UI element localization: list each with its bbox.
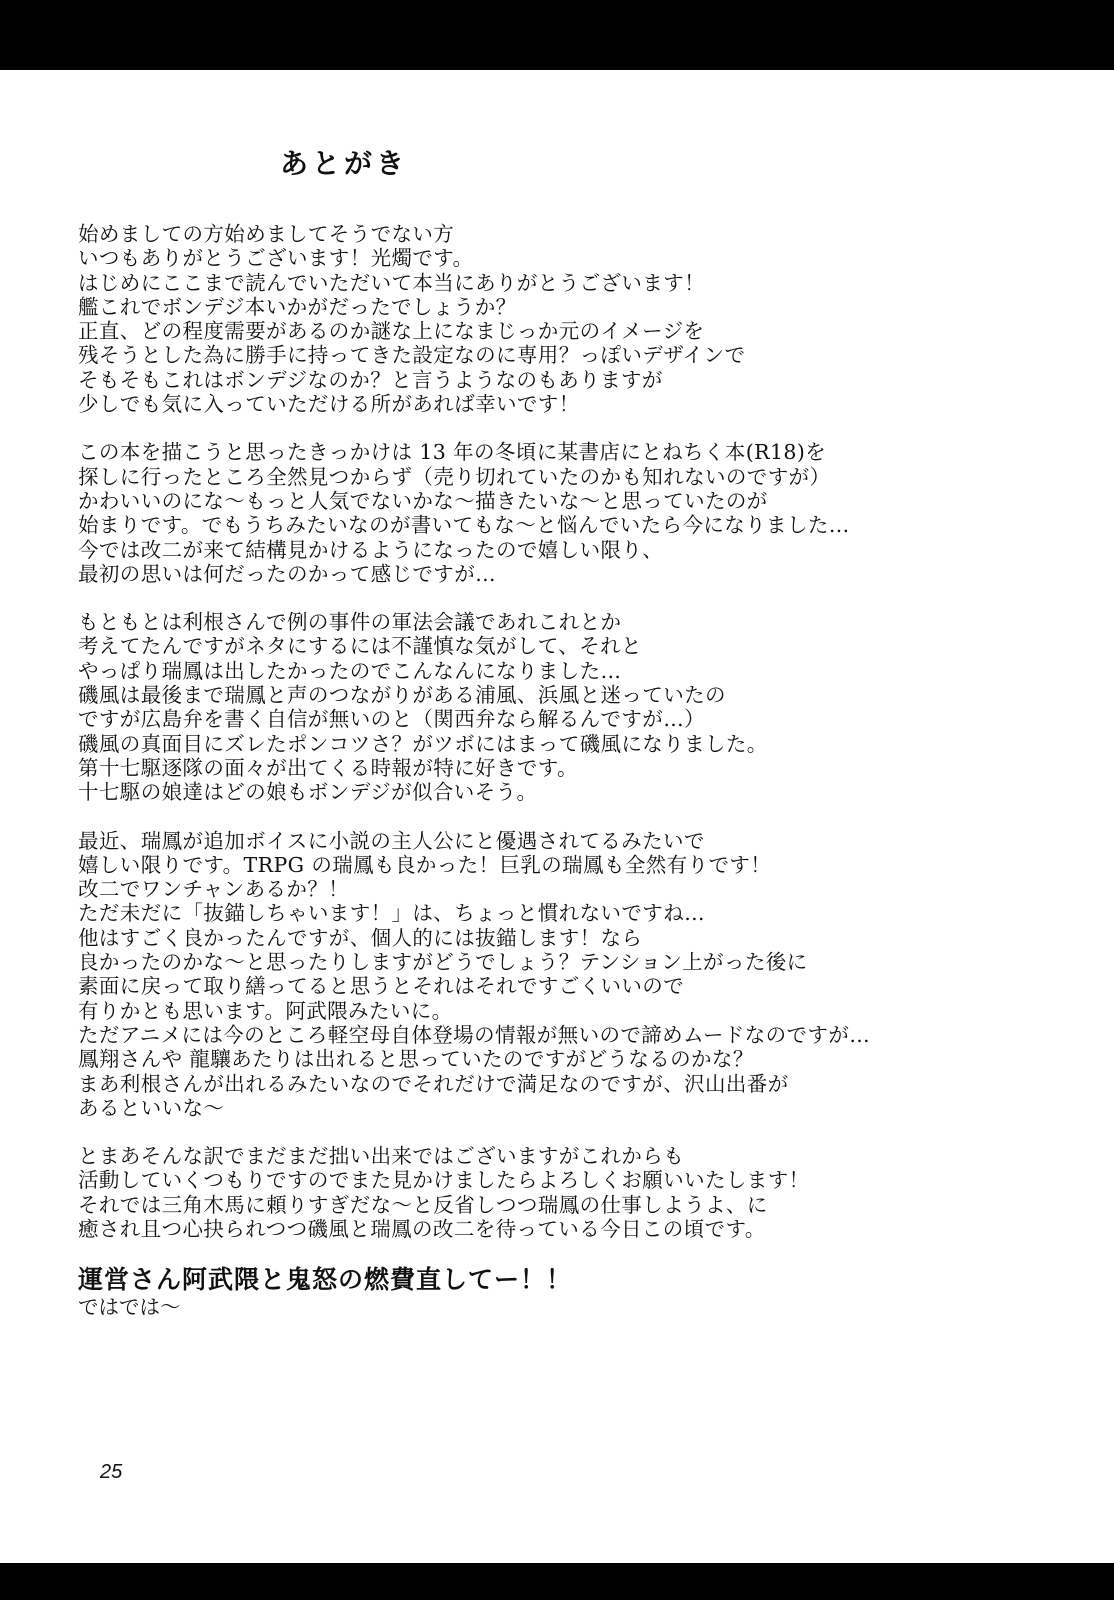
text-line: 改二でワンチャンあるか？！: [78, 877, 350, 902]
text-line: はじめにここまで読んでいただいて本当にありがとうございます！: [78, 270, 705, 295]
text-line: 考えてたんですがネタにするには不謹慎な気がして、それと: [78, 634, 642, 659]
text-line: あるといいな～: [78, 1095, 225, 1120]
text-line: それでは三角木馬に頼りすぎだな～と反省しつつ瑞鳳の仕事しようよ、に: [78, 1192, 768, 1217]
page-number: 25: [100, 1461, 123, 1483]
text-line: 癒され且つ心抉られつつ磯風と瑞鳳の改二を待っている今日この頃です。: [78, 1216, 766, 1241]
text-line: ただ未だに「抜錨しちゃいます！」は、ちょっと慣れないですね…: [78, 901, 705, 926]
text-line: この本を描こうと思ったきっかけは 13 年の冬頃に某書店にとねちく本(R18)を: [78, 440, 827, 465]
text-line: 素面に戻って取り繕ってると思うとそれはそれですごくいいので: [78, 974, 685, 999]
afterword-body: [78, 222, 1078, 1319]
paragraph-motivation: [78, 440, 1078, 586]
afterword-page: [0, 70, 1114, 1563]
text-line: 有りかとも思います。阿武隈みたいに。: [78, 998, 453, 1023]
text-line: 良かったのかな～と思ったりしますがどうでしょう？テンション上がった後に: [78, 950, 808, 975]
paragraph-greeting: [78, 222, 1078, 416]
text-line: 最初の思いは何だったのかって感じですが…: [78, 561, 496, 586]
emphasis-line: 運営さん阿武隈と鬼怒の燃費直してー！！: [78, 1265, 573, 1295]
text-line: ですが広島弁を書く自信が無いのと（関西弁なら解るんですが…）: [78, 707, 705, 732]
text-line: 磯風は最後まで瑞鳳と声のつながりがある浦風、浜風と迷っていたの: [78, 683, 726, 708]
text-line: 最近、瑞鳳が追加ボイスに小説の主人公にと優遇されてるみたいで: [78, 828, 705, 853]
text-line: まあ利根さんが出れるみたいなのでそれだけで満足なのですが、沢山出番が: [78, 1071, 789, 1096]
text-line: やっぱり瑞鳳は出したかったのでこんなんになりました…: [78, 658, 622, 683]
text-line: かわいいのにな～もっと人気でないかな～描きたいな～と思っていたのが: [78, 488, 768, 513]
paragraph-closing: [78, 1144, 1078, 1241]
text-line: 始まりです。でもうちみたいなのが書いてもな～と悩んでいたら今になりました…: [78, 513, 850, 538]
text-line: とまあそんな訳でまだまだ拙い出来ではございますがこれからも: [78, 1144, 685, 1169]
text-line: いつもありがとうございます！光燭です。: [78, 246, 474, 271]
text-line: 第十七駆逐隊の面々が出てくる時報が特に好きです。: [78, 755, 578, 780]
text-line: 残そうとした為に勝手に持ってきた設定なのに専用？っぽいデザインで: [78, 343, 746, 368]
paragraph-characters: [78, 610, 1078, 804]
text-line: 正直、どの程度需要があるのか謎な上になまじっか元のイメージを: [78, 319, 705, 344]
text-line: 他はすごく良かったんですが、個人的には抜錨します！なら: [78, 925, 643, 950]
paragraph-recent: [78, 829, 1078, 1121]
bottom-black-bar: [0, 1563, 1114, 1600]
text-line: 鳳翔さんや 龍驤あたりは出れると思っていたのですがどうなるのかな？: [78, 1047, 754, 1072]
text-line: 今では改二が来て結構見かけるようになったので嬉しい限り、: [78, 537, 664, 562]
text-line: 始めましての方始めましてそうでない方: [78, 222, 455, 246]
text-line: ただアニメには今のところ軽空母自体登場の情報が無いので諦めムードなのですが…: [78, 1022, 871, 1047]
text-line: もともとは利根さんで例の事件の軍法会議であれこれとか: [78, 610, 622, 635]
text-line: そもそもこれはボンデジなのか？と言うようなのもありますが: [78, 367, 663, 392]
top-black-bar: [0, 0, 1114, 70]
text-line: 艦これでボンデジ本いかがだったでしょうか？: [78, 294, 517, 319]
text-line: 十七駆の娘達はどの娘もボンデジが似合いそう。: [78, 780, 538, 805]
text-line: 探しに行ったところ全然見つからず（売り切れていたのかも知れないのですが）: [78, 464, 831, 489]
closing-line: ではでは～: [78, 1295, 181, 1320]
text-line: 活動していくつもりですのでまた見かけましたらよろしくお願いいたします！: [78, 1168, 810, 1193]
text-line: 少しでも気に入っていただける所があれば幸いです！: [78, 392, 580, 417]
page-title: あとがき: [280, 147, 409, 180]
text-line: 嬉しい限りです。TRPG の瑞鳳も良かった！巨乳の瑞鳳も全然有りです！: [78, 852, 772, 877]
text-line: 磯風の真面目にズレたポンコツさ？がツボにはまって磯風になりました。: [78, 731, 768, 756]
